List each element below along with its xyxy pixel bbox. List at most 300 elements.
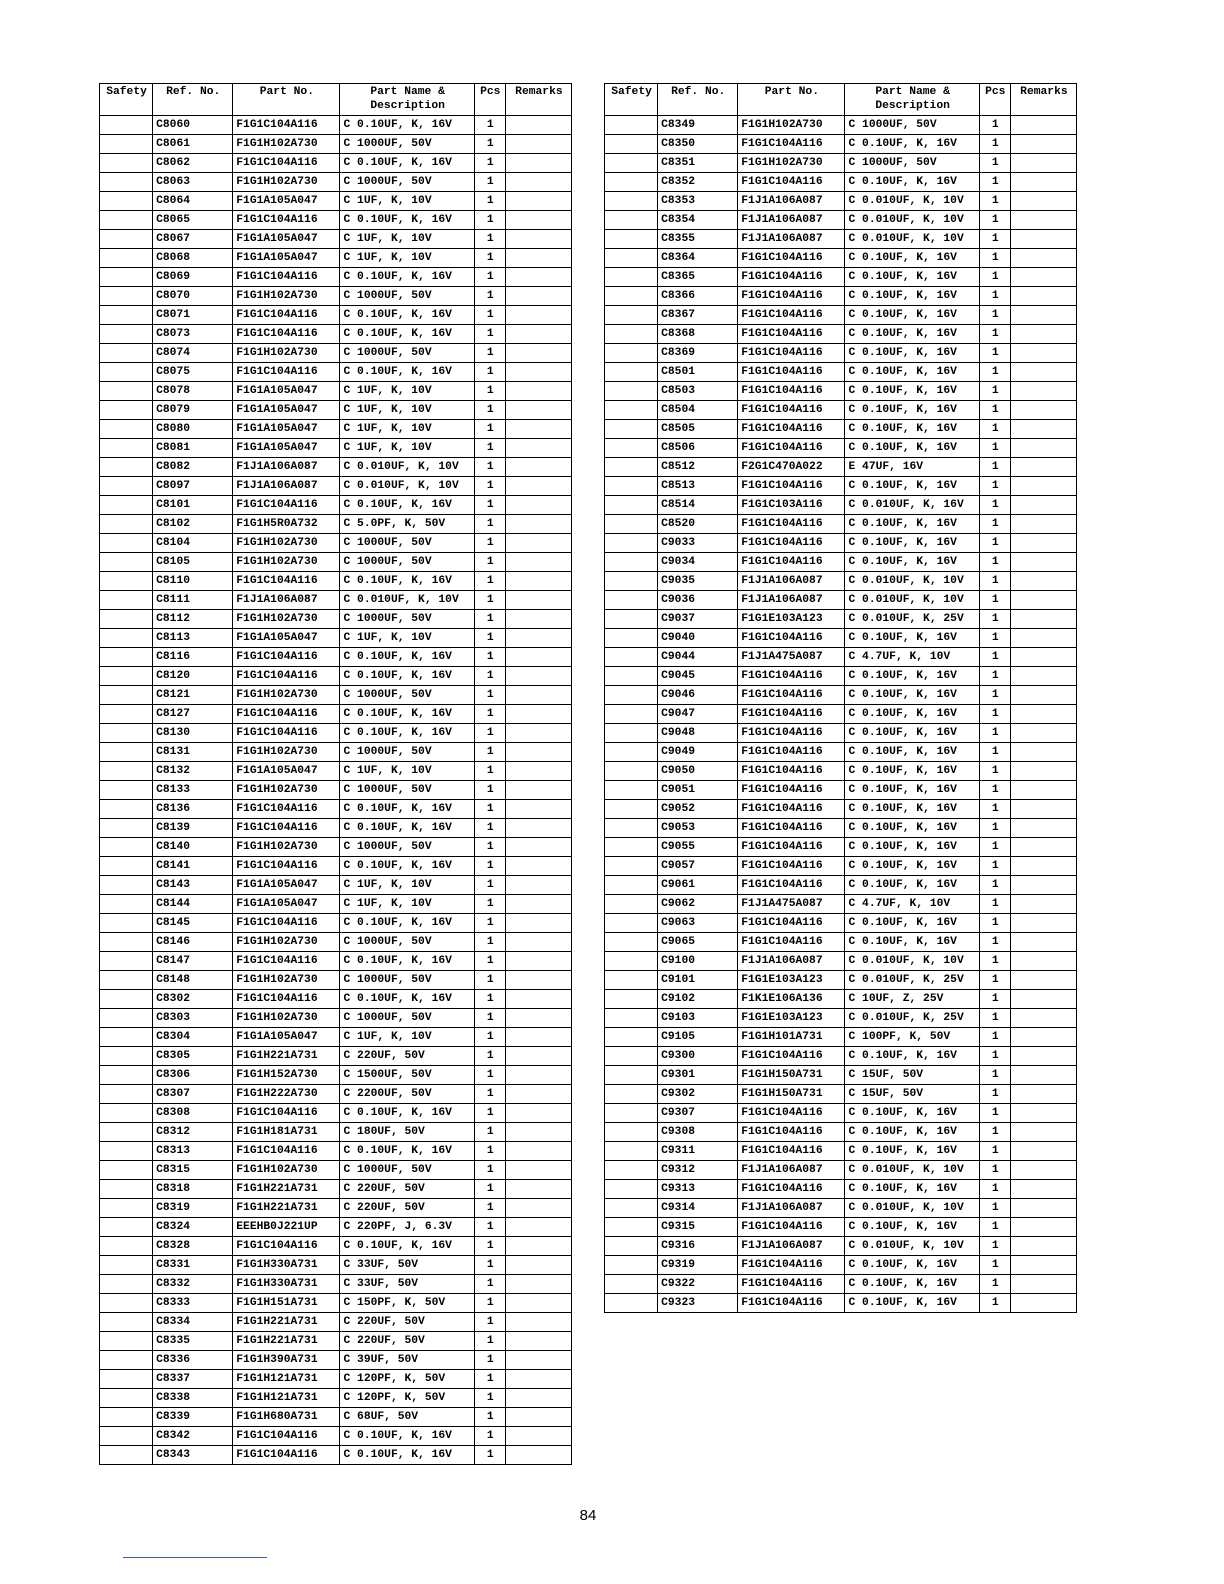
- cell-part-name: C 68UF, 50V: [340, 1408, 474, 1427]
- cell-ref-no: C8061: [153, 135, 233, 154]
- cell-pcs: 1: [979, 990, 1010, 1009]
- cell-remarks: [505, 762, 571, 781]
- cell-safety: [605, 439, 658, 458]
- cell-remarks: [1010, 135, 1076, 154]
- cell-remarks: [1010, 667, 1076, 686]
- cell-part-name: C 0.10UF, K, 16V: [340, 116, 474, 135]
- cell-pcs: 1: [979, 1123, 1010, 1142]
- cell-ref-no: C8071: [153, 306, 233, 325]
- cell-pcs: 1: [474, 401, 505, 420]
- cell-part-name: C 0.10UF, K, 16V: [845, 1047, 979, 1066]
- cell-remarks: [505, 648, 571, 667]
- cell-pcs: 1: [474, 230, 505, 249]
- cell-remarks: [1010, 1161, 1076, 1180]
- cell-safety: [605, 363, 658, 382]
- table-row: [100, 1275, 572, 1294]
- cell-pcs: 1: [474, 724, 505, 743]
- cell-ref-no: C8104: [153, 534, 233, 553]
- cell-safety: [605, 1085, 658, 1104]
- cell-remarks: [505, 458, 571, 477]
- cell-pcs: 1: [979, 1256, 1010, 1275]
- table-row: [100, 1389, 572, 1408]
- cell-remarks: [505, 344, 571, 363]
- cell-part-name: C 0.10UF, K, 16V: [340, 648, 474, 667]
- cell-safety: [100, 534, 153, 553]
- cell-remarks: [505, 800, 571, 819]
- cell-ref-no: C8504: [658, 401, 738, 420]
- cell-part-name: C 0.10UF, K, 16V: [340, 705, 474, 724]
- table-row: [100, 933, 572, 952]
- table-row: [605, 553, 1077, 572]
- cell-pcs: 1: [979, 857, 1010, 876]
- cell-pcs: 1: [474, 192, 505, 211]
- cell-safety: [100, 458, 153, 477]
- cell-remarks: [1010, 1294, 1076, 1313]
- table-row: [100, 1294, 572, 1313]
- cell-pcs: 1: [979, 1218, 1010, 1237]
- table-row: [100, 895, 572, 914]
- cell-remarks: [1010, 838, 1076, 857]
- cell-ref-no: C8350: [658, 135, 738, 154]
- cell-part-name: C 1UF, K, 10V: [340, 629, 474, 648]
- cell-remarks: [1010, 211, 1076, 230]
- cell-part-name: C 0.010UF, K, 25V: [845, 610, 979, 629]
- cell-part-name: C 0.10UF, K, 16V: [340, 572, 474, 591]
- cell-remarks: [505, 1085, 571, 1104]
- cell-part-name: C 0.10UF, K, 16V: [340, 1104, 474, 1123]
- cell-remarks: [1010, 154, 1076, 173]
- table-row: [605, 1009, 1077, 1028]
- cell-ref-no: C8334: [153, 1313, 233, 1332]
- cell-part-no: F1G1C104A116: [233, 211, 340, 230]
- cell-part-no: F1G1C104A116: [738, 667, 845, 686]
- table-row: [100, 762, 572, 781]
- table-row: [100, 1142, 572, 1161]
- cell-part-no: F1G1C104A116: [233, 154, 340, 173]
- cell-remarks: [1010, 819, 1076, 838]
- cell-safety: [605, 553, 658, 572]
- cell-safety: [100, 952, 153, 971]
- cell-remarks: [505, 743, 571, 762]
- cell-part-no: F1G1C104A116: [738, 914, 845, 933]
- cell-remarks: [1010, 458, 1076, 477]
- table-row: [100, 952, 572, 971]
- cell-part-name: C 0.10UF, K, 16V: [845, 1294, 979, 1313]
- cell-part-no: F1G1C104A116: [738, 629, 845, 648]
- cell-ref-no: C8063: [153, 173, 233, 192]
- cell-ref-no: C8501: [658, 363, 738, 382]
- cell-part-no: F1G1C104A116: [738, 724, 845, 743]
- cell-ref-no: C9319: [658, 1256, 738, 1275]
- table-row: [605, 629, 1077, 648]
- cell-part-name: C 180UF, 50V: [340, 1123, 474, 1142]
- cell-pcs: 1: [979, 610, 1010, 629]
- cell-safety: [605, 1294, 658, 1313]
- cell-part-no: F1G1C104A116: [738, 306, 845, 325]
- cell-part-no: F1G1H121A731: [233, 1370, 340, 1389]
- cell-part-name: C 1UF, K, 10V: [340, 230, 474, 249]
- cell-ref-no: C8343: [153, 1446, 233, 1465]
- cell-remarks: [505, 610, 571, 629]
- footer-rule: [123, 1557, 267, 1558]
- cell-part-name: C 220UF, 50V: [340, 1332, 474, 1351]
- cell-remarks: [1010, 344, 1076, 363]
- cell-ref-no: C8366: [658, 287, 738, 306]
- cell-part-name: C 0.10UF, K, 16V: [845, 1142, 979, 1161]
- cell-pcs: 1: [979, 705, 1010, 724]
- table-row: [100, 230, 572, 249]
- cell-part-no: F1G1C104A116: [233, 914, 340, 933]
- cell-ref-no: C9315: [658, 1218, 738, 1237]
- cell-part-name: C 0.10UF, K, 16V: [845, 743, 979, 762]
- cell-safety: [605, 515, 658, 534]
- cell-safety: [605, 876, 658, 895]
- cell-safety: [100, 249, 153, 268]
- cell-pcs: 1: [474, 268, 505, 287]
- cell-safety: [100, 971, 153, 990]
- cell-pcs: 1: [474, 1009, 505, 1028]
- cell-part-no: F1J1A106A087: [738, 591, 845, 610]
- cell-pcs: 1: [979, 458, 1010, 477]
- cell-part-name: C 0.10UF, K, 16V: [845, 249, 979, 268]
- table-row: [605, 325, 1077, 344]
- cell-ref-no: C9312: [658, 1161, 738, 1180]
- cell-ref-no: C9101: [658, 971, 738, 990]
- cell-safety: [605, 781, 658, 800]
- cell-ref-no: C8332: [153, 1275, 233, 1294]
- cell-safety: [605, 325, 658, 344]
- cell-part-no: F1J1A106A087: [738, 192, 845, 211]
- table-row: [605, 648, 1077, 667]
- cell-part-name: C 5.0PF, K, 50V: [340, 515, 474, 534]
- cell-remarks: [1010, 610, 1076, 629]
- cell-part-name: C 0.010UF, K, 10V: [845, 572, 979, 591]
- cell-part-name: C 0.10UF, K, 16V: [340, 496, 474, 515]
- cell-ref-no: C8319: [153, 1199, 233, 1218]
- table-row: [100, 800, 572, 819]
- cell-part-no: F1G1C104A116: [738, 382, 845, 401]
- cell-safety: [605, 173, 658, 192]
- cell-part-name: C 0.10UF, K, 16V: [845, 686, 979, 705]
- table-row: [100, 135, 572, 154]
- cell-ref-no: C8143: [153, 876, 233, 895]
- cell-part-no: F1G1C104A116: [738, 515, 845, 534]
- table-row: [100, 838, 572, 857]
- cell-part-name: C 0.10UF, K, 16V: [340, 914, 474, 933]
- cell-ref-no: C8333: [153, 1294, 233, 1313]
- cell-pcs: 1: [979, 800, 1010, 819]
- cell-safety: [100, 1066, 153, 1085]
- cell-remarks: [505, 857, 571, 876]
- cell-part-no: F1G1C104A116: [233, 857, 340, 876]
- cell-safety: [605, 952, 658, 971]
- table-row: [605, 990, 1077, 1009]
- cell-safety: [100, 1313, 153, 1332]
- cell-safety: [605, 1104, 658, 1123]
- cell-part-name: C 0.10UF, K, 16V: [340, 363, 474, 382]
- table-row: [605, 1047, 1077, 1066]
- table-row: [100, 1028, 572, 1047]
- cell-part-name: C 0.10UF, K, 16V: [340, 857, 474, 876]
- table-header-row: [605, 84, 1077, 116]
- cell-pcs: 1: [979, 1085, 1010, 1104]
- table-row: [100, 401, 572, 420]
- cell-pcs: 1: [474, 990, 505, 1009]
- cell-remarks: [1010, 1066, 1076, 1085]
- cell-pcs: 1: [474, 1389, 505, 1408]
- cell-safety: [100, 515, 153, 534]
- cell-ref-no: C9055: [658, 838, 738, 857]
- cell-ref-no: C8082: [153, 458, 233, 477]
- cell-part-no: F1G1C104A116: [738, 1142, 845, 1161]
- cell-part-no: F1G1A105A047: [233, 249, 340, 268]
- cell-part-no: F1G1C104A116: [233, 1446, 340, 1465]
- cell-part-no: F1G1H102A730: [233, 743, 340, 762]
- cell-part-name: C 0.10UF, K, 16V: [845, 876, 979, 895]
- cell-part-name: C 0.010UF, K, 10V: [845, 192, 979, 211]
- cell-part-no: F1J1A106A087: [738, 211, 845, 230]
- table-row: [605, 1237, 1077, 1256]
- cell-part-no: F1G1C104A116: [738, 1180, 845, 1199]
- cell-ref-no: C8101: [153, 496, 233, 515]
- cell-remarks: [1010, 1047, 1076, 1066]
- cell-remarks: [505, 1009, 571, 1028]
- cell-part-no: F1G1C104A116: [738, 876, 845, 895]
- cell-safety: [100, 1237, 153, 1256]
- cell-pcs: 1: [474, 306, 505, 325]
- cell-remarks: [505, 990, 571, 1009]
- cell-safety: [605, 667, 658, 686]
- cell-pcs: 1: [979, 1161, 1010, 1180]
- cell-ref-no: C8367: [658, 306, 738, 325]
- cell-remarks: [505, 382, 571, 401]
- cell-safety: [100, 591, 153, 610]
- cell-ref-no: C8349: [658, 116, 738, 135]
- cell-part-name: C 1UF, K, 10V: [340, 192, 474, 211]
- cell-remarks: [505, 971, 571, 990]
- cell-safety: [100, 1351, 153, 1370]
- cell-part-no: F1G1C104A116: [233, 496, 340, 515]
- table-row: [605, 458, 1077, 477]
- cell-ref-no: C8352: [658, 173, 738, 192]
- cell-part-name: C 0.10UF, K, 16V: [845, 135, 979, 154]
- cell-pcs: 1: [979, 591, 1010, 610]
- cell-part-name: C 10UF, Z, 25V: [845, 990, 979, 1009]
- cell-part-name: C 0.10UF, K, 16V: [845, 914, 979, 933]
- cell-safety: [605, 534, 658, 553]
- table-row: [100, 1427, 572, 1446]
- cell-safety: [605, 933, 658, 952]
- cell-part-no: F1J1A475A087: [738, 648, 845, 667]
- cell-part-name: C 0.10UF, K, 16V: [845, 363, 979, 382]
- cell-safety: [605, 914, 658, 933]
- cell-part-no: F1G1H221A731: [233, 1313, 340, 1332]
- cell-ref-no: C9053: [658, 819, 738, 838]
- table-row: [605, 534, 1077, 553]
- cell-pcs: 1: [979, 344, 1010, 363]
- cell-safety: [100, 325, 153, 344]
- cell-pcs: 1: [979, 116, 1010, 135]
- table-row: [605, 1123, 1077, 1142]
- cell-pcs: 1: [979, 382, 1010, 401]
- cell-part-no: F1G1C104A116: [738, 705, 845, 724]
- cell-remarks: [1010, 287, 1076, 306]
- cell-part-name: C 0.10UF, K, 16V: [340, 667, 474, 686]
- table-row: [100, 1446, 572, 1465]
- cell-part-no: F1G1C104A116: [738, 1256, 845, 1275]
- cell-part-name: C 0.10UF, K, 16V: [340, 306, 474, 325]
- cell-remarks: [1010, 1142, 1076, 1161]
- cell-part-name: C 0.10UF, K, 16V: [845, 705, 979, 724]
- table-row: [605, 933, 1077, 952]
- cell-part-no: F1G1H221A731: [233, 1332, 340, 1351]
- cell-ref-no: C9308: [658, 1123, 738, 1142]
- cell-ref-no: C8079: [153, 401, 233, 420]
- cell-remarks: [1010, 401, 1076, 420]
- cell-safety: [605, 382, 658, 401]
- cell-part-no: F1G1C104A116: [233, 705, 340, 724]
- cell-part-name: C 0.010UF, K, 10V: [845, 1161, 979, 1180]
- table-row: [605, 420, 1077, 439]
- table-row: [605, 800, 1077, 819]
- cell-safety: [605, 116, 658, 135]
- cell-remarks: [1010, 1009, 1076, 1028]
- cell-part-no: F1G1C104A116: [233, 800, 340, 819]
- cell-pcs: 1: [979, 401, 1010, 420]
- table-row: [605, 857, 1077, 876]
- cell-pcs: 1: [474, 154, 505, 173]
- cell-remarks: [505, 1047, 571, 1066]
- cell-pcs: 1: [979, 743, 1010, 762]
- cell-part-name: C 0.10UF, K, 16V: [845, 1218, 979, 1237]
- cell-part-name: C 0.010UF, K, 10V: [845, 1199, 979, 1218]
- cell-ref-no: C8369: [658, 344, 738, 363]
- cell-remarks: [1010, 686, 1076, 705]
- cell-ref-no: C8133: [153, 781, 233, 800]
- cell-pcs: 1: [979, 1237, 1010, 1256]
- cell-part-name: C 15UF, 50V: [845, 1085, 979, 1104]
- cell-safety: [100, 268, 153, 287]
- cell-part-name: C 1000UF, 50V: [845, 154, 979, 173]
- cell-part-name: C 0.10UF, K, 16V: [845, 819, 979, 838]
- cell-pcs: 1: [979, 439, 1010, 458]
- cell-remarks: [505, 306, 571, 325]
- cell-pcs: 1: [474, 686, 505, 705]
- cell-ref-no: C8145: [153, 914, 233, 933]
- cell-part-no: F1G1H102A730: [233, 553, 340, 572]
- cell-safety: [605, 686, 658, 705]
- cell-safety: [100, 857, 153, 876]
- cell-safety: [605, 743, 658, 762]
- table-row: [100, 1351, 572, 1370]
- cell-ref-no: C8364: [658, 249, 738, 268]
- table-row: [100, 1370, 572, 1389]
- table-row: [100, 439, 572, 458]
- cell-ref-no: C9037: [658, 610, 738, 629]
- cell-safety: [605, 192, 658, 211]
- cell-part-no: F1G1E103A123: [738, 610, 845, 629]
- cell-part-no: F1G1H390A731: [233, 1351, 340, 1370]
- cell-remarks: [505, 553, 571, 572]
- cell-ref-no: C9048: [658, 724, 738, 743]
- cell-part-no: F1G1C104A116: [233, 268, 340, 287]
- cell-ref-no: C9050: [658, 762, 738, 781]
- cell-part-no: F2G1C470A022: [738, 458, 845, 477]
- cell-ref-no: C8116: [153, 648, 233, 667]
- cell-part-no: F1J1A106A087: [738, 572, 845, 591]
- parts-table-right: [604, 83, 1077, 1313]
- cell-remarks: [505, 116, 571, 135]
- cell-safety: [605, 154, 658, 173]
- cell-ref-no: C8075: [153, 363, 233, 382]
- cell-part-name: C 1000UF, 50V: [340, 553, 474, 572]
- cell-ref-no: C9033: [658, 534, 738, 553]
- cell-pcs: 1: [474, 1275, 505, 1294]
- cell-part-name: C 0.10UF, K, 16V: [845, 420, 979, 439]
- table-row: [605, 116, 1077, 135]
- cell-pcs: 1: [474, 1047, 505, 1066]
- cell-pcs: 1: [474, 344, 505, 363]
- cell-part-name: C 1000UF, 50V: [340, 971, 474, 990]
- cell-part-name: C 0.10UF, K, 16V: [340, 800, 474, 819]
- cell-ref-no: C8318: [153, 1180, 233, 1199]
- cell-pcs: 1: [979, 838, 1010, 857]
- cell-part-no: F1G1H330A731: [233, 1275, 340, 1294]
- table-row: [605, 287, 1077, 306]
- cell-pcs: 1: [474, 819, 505, 838]
- cell-remarks: [505, 1199, 571, 1218]
- cell-pcs: 1: [474, 1199, 505, 1218]
- cell-pcs: 1: [979, 952, 1010, 971]
- cell-remarks: [505, 534, 571, 553]
- cell-remarks: [1010, 496, 1076, 515]
- cell-pcs: 1: [474, 610, 505, 629]
- cell-pcs: 1: [979, 971, 1010, 990]
- cell-part-no: F1G1H150A731: [738, 1085, 845, 1104]
- cell-remarks: [1010, 382, 1076, 401]
- cell-pcs: 1: [979, 1180, 1010, 1199]
- table-row: [605, 914, 1077, 933]
- cell-part-name: C 0.10UF, K, 16V: [845, 439, 979, 458]
- cell-remarks: [505, 1427, 571, 1446]
- cell-ref-no: C8505: [658, 420, 738, 439]
- table-row: [605, 192, 1077, 211]
- cell-part-no: F1G1H152A730: [233, 1066, 340, 1085]
- cell-part-name: C 220UF, 50V: [340, 1313, 474, 1332]
- cell-part-no: F1G1C104A116: [233, 1237, 340, 1256]
- cell-safety: [605, 572, 658, 591]
- cell-safety: [605, 135, 658, 154]
- table-row: [100, 1085, 572, 1104]
- cell-remarks: [505, 173, 571, 192]
- cell-ref-no: C9105: [658, 1028, 738, 1047]
- cell-part-no: F1G1A105A047: [233, 439, 340, 458]
- cell-pcs: 1: [979, 876, 1010, 895]
- cell-safety: [605, 1123, 658, 1142]
- cell-remarks: [505, 819, 571, 838]
- cell-part-no: F1G1H102A730: [233, 344, 340, 363]
- cell-remarks: [1010, 116, 1076, 135]
- cell-remarks: [505, 496, 571, 515]
- cell-ref-no: C8520: [658, 515, 738, 534]
- table-row: [100, 382, 572, 401]
- cell-ref-no: C8313: [153, 1142, 233, 1161]
- cell-part-name: C 0.10UF, K, 16V: [845, 1123, 979, 1142]
- cell-remarks: [505, 914, 571, 933]
- cell-safety: [100, 401, 153, 420]
- cell-remarks: [505, 401, 571, 420]
- cell-pcs: 1: [979, 325, 1010, 344]
